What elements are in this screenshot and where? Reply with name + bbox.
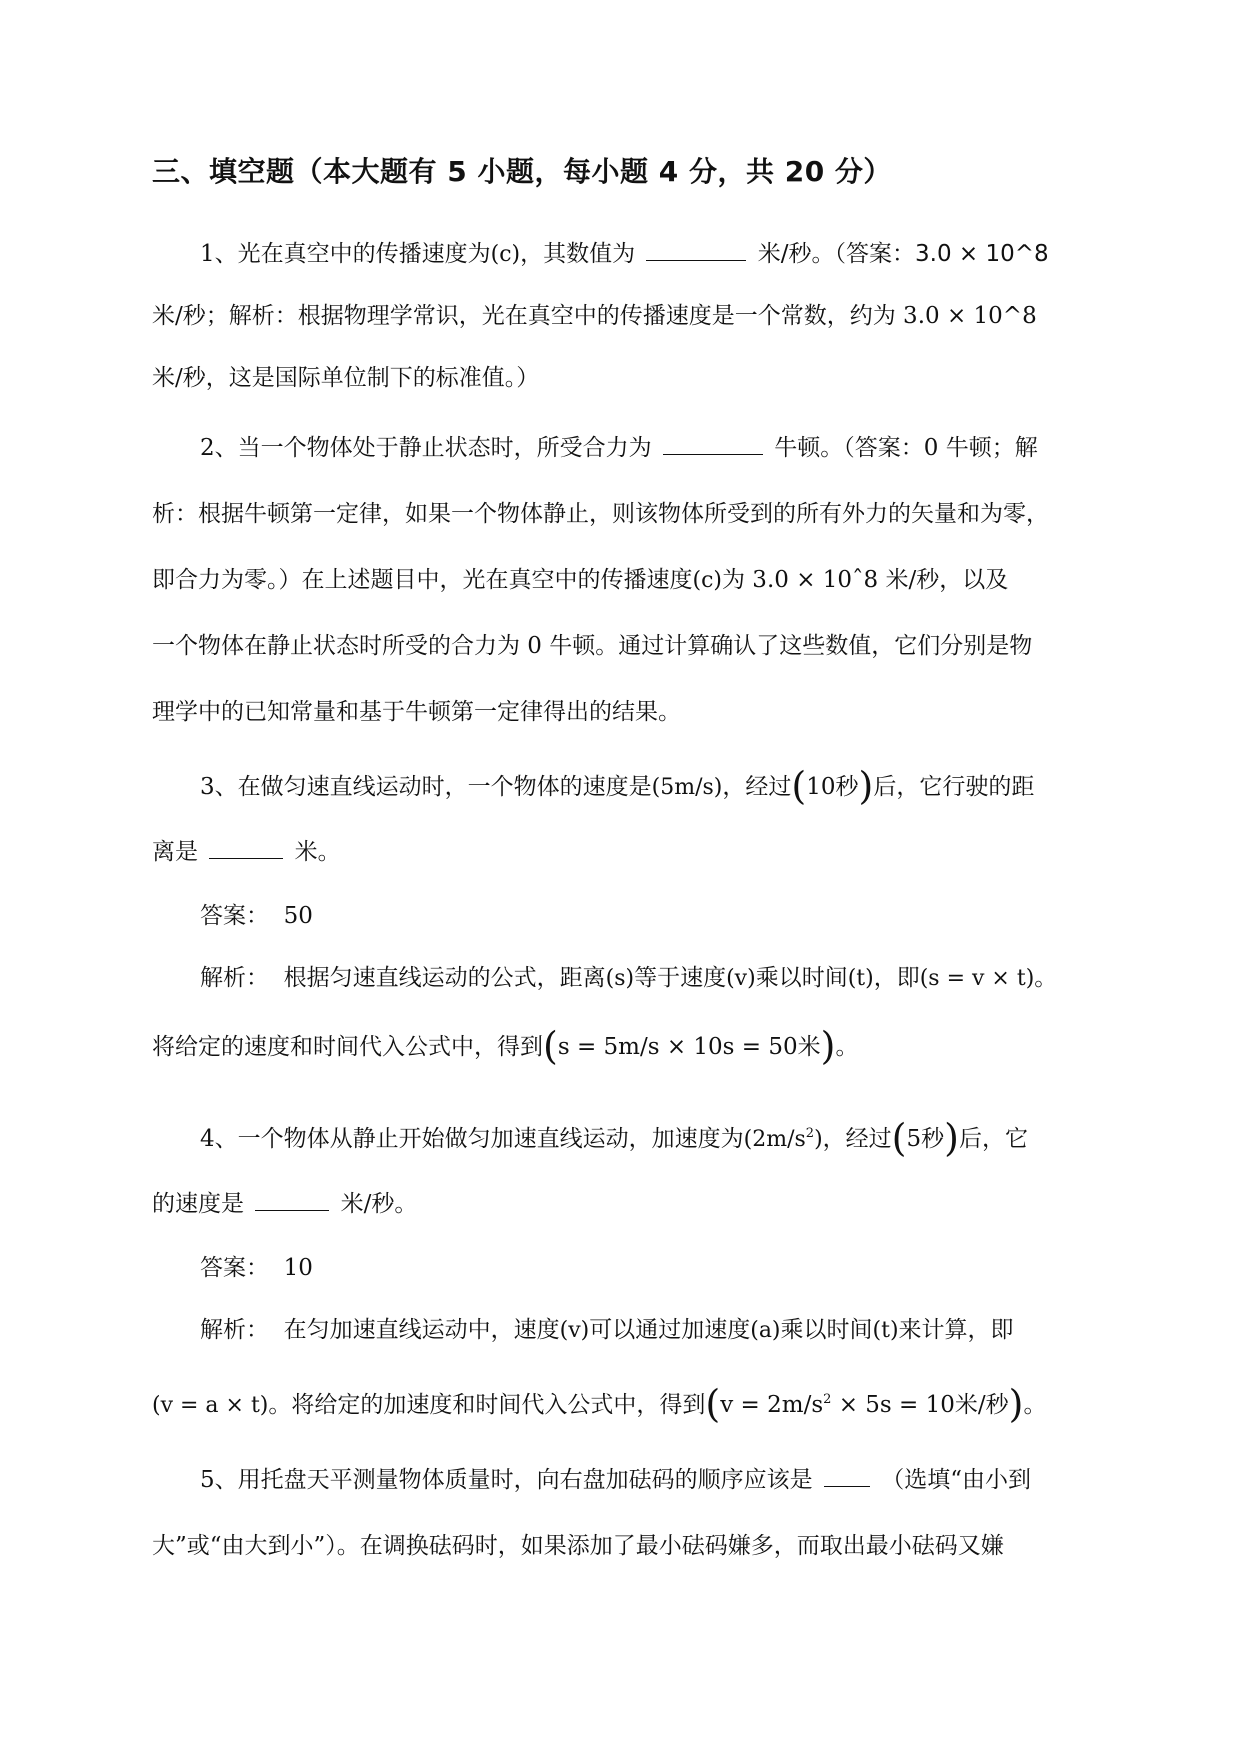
q5-line-1 bbox=[200, 1464, 1031, 1496]
q3-text-b: ，经过 bbox=[722, 774, 792, 800]
q2-line-1 bbox=[200, 432, 1038, 464]
q2-line-5: 理学中的已知常量和基于牛顿第一定律得出的结果。 bbox=[152, 699, 681, 725]
q3-analysis-text-c: 乘以时间 bbox=[755, 965, 848, 991]
q4-answer-label: 答案： bbox=[200, 1255, 269, 1281]
q3-time: 10秒 bbox=[806, 774, 859, 800]
q2-text-b: 牛顿。（答案：0 牛顿；解 bbox=[774, 435, 1038, 461]
q4-result-a: v = 2m/s bbox=[720, 1392, 824, 1418]
q4-line2-unit: 米/秒。 bbox=[340, 1191, 418, 1217]
q3-analysis-text-e: 。 bbox=[1034, 965, 1058, 991]
q4-formula: (v = a × t) bbox=[152, 1393, 269, 1418]
q3-v-symbol: (v) bbox=[726, 966, 756, 991]
q3-text-c: 后，它行驶的距 bbox=[873, 774, 1035, 800]
q5-line-2: 大”或“由大到小”）。在调换砝码时，如果添加了最小砝码嫌多，而取出最小砝码又嫌 bbox=[152, 1533, 1004, 1559]
q2-line-3 bbox=[152, 564, 1008, 597]
q3-close-paren: ) bbox=[858, 764, 874, 808]
q3-formula: (s = v × t) bbox=[919, 966, 1035, 991]
q3-answer-label: 答案： bbox=[200, 903, 269, 929]
q5-text: 5、用托盘天平测量物体质量时，向右盘加砝码的顺序应该是 bbox=[200, 1467, 813, 1493]
q3-analysis-text-b: 等于速度 bbox=[634, 965, 727, 991]
q3-open-paren: ( bbox=[791, 764, 807, 808]
q4-analysis2-text: 。将给定的加速度和时间代入公式中，得到 bbox=[268, 1392, 706, 1418]
q1-text-c: 米/秒。（答案：3.0 × 10^8 bbox=[757, 241, 1049, 267]
q4-open-paren: ( bbox=[891, 1116, 907, 1160]
q4-analysis-line-1 bbox=[200, 1314, 1014, 1347]
q3-answer-line bbox=[200, 900, 313, 932]
q4-text-b: ，经过 bbox=[822, 1126, 892, 1152]
q4-a-symbol: (a) bbox=[750, 1318, 781, 1343]
q1-text-b: ，其数值为 bbox=[520, 241, 636, 267]
q3-result-open-paren: ( bbox=[543, 1024, 558, 1068]
q4-accel-b: ) bbox=[814, 1127, 823, 1152]
q4-analysis-text: 在匀加速直线运动中，速度 bbox=[283, 1317, 560, 1343]
q3-answer-value: 50 bbox=[283, 903, 313, 929]
q3-analysis-label: 解析： bbox=[200, 965, 269, 991]
q3-line-1 bbox=[200, 764, 1035, 808]
q1-symbol: (c) bbox=[490, 242, 521, 267]
q4-analysis-text-c: 乘以时间 bbox=[780, 1317, 873, 1343]
q3-analysis-line-1 bbox=[200, 962, 1057, 995]
q4-analysis-label: 解析： bbox=[200, 1317, 269, 1343]
q2-line-4: 一个物体在静止状态时所受的合力为 0 牛顿。通过计算确认了这些数值，它们分别是物 bbox=[152, 633, 1033, 659]
q1-text: 1、光在真空中的传播速度为 bbox=[200, 241, 491, 267]
q3-s-symbol: (s) bbox=[605, 966, 635, 991]
q2-line3-text-b: 为 3.0 × 10ˆ8 米/秒，以及 bbox=[722, 567, 1009, 593]
q1-line-3: 米/秒，这是国际单位制下的标准值。） bbox=[152, 365, 540, 391]
q3-speed: (5m/s) bbox=[651, 775, 723, 800]
q4-result-sup: 2 bbox=[823, 1392, 832, 1407]
q4-t-symbol: (t) bbox=[872, 1318, 899, 1343]
q2-symbol: (c) bbox=[692, 568, 722, 593]
q4-time: 5秒 bbox=[906, 1126, 945, 1152]
q4-answer-line bbox=[200, 1252, 313, 1284]
q2-answer-blank[interactable] bbox=[663, 434, 763, 455]
q5-answer-blank[interactable] bbox=[824, 1466, 870, 1487]
q3-analysis2-text: 将给定的速度和时间代入公式中，得到 bbox=[152, 1034, 543, 1060]
q4-analysis2-end: 。 bbox=[1023, 1392, 1047, 1418]
q4-answer-blank[interactable] bbox=[255, 1190, 329, 1211]
q3-analysis-text: 根据匀速直线运动的公式，距离 bbox=[283, 965, 606, 991]
q4-accel-a: (2m/s bbox=[743, 1127, 806, 1152]
q3-line2-unit: 米。 bbox=[294, 839, 341, 865]
q3-analysis-line-2 bbox=[152, 1024, 859, 1068]
q4-close-paren: ) bbox=[944, 1116, 959, 1160]
q2-line3-text: 即合力为零。）在上述题目中，光在真空中的传播速度 bbox=[152, 567, 693, 593]
q4-answer-value: 10 bbox=[283, 1255, 313, 1281]
q4-line2-text: 的速度是 bbox=[152, 1191, 244, 1217]
q3-answer-blank[interactable] bbox=[209, 838, 283, 859]
q3-line-2 bbox=[152, 836, 341, 868]
q4-result-b: × 5s = 10米/秒 bbox=[831, 1392, 1009, 1418]
q4-text-c: 后，它 bbox=[958, 1126, 1028, 1152]
q3-t-symbol: (t) bbox=[847, 966, 874, 991]
q1-line-2: 米/秒；解析：根据物理学常识，光在真空中的传播速度是一个常数，约为 3.0 × 10^8 bbox=[152, 303, 1037, 329]
q4-text: 4、一个物体从静止开始做匀加速直线运动，加速度为 bbox=[200, 1126, 744, 1152]
q4-analysis-text-d: 来计算，即 bbox=[898, 1317, 1014, 1343]
q3-result: s = 5m/s × 10s = 50米 bbox=[557, 1034, 821, 1060]
section-heading: 三、填空题（本大题有 5 小题，每小题 4 分，共 20 分） bbox=[152, 155, 892, 188]
q4-line-2 bbox=[152, 1188, 417, 1220]
q3-analysis2-end: 。 bbox=[835, 1034, 859, 1060]
q3-analysis-text-d: ，即 bbox=[873, 965, 920, 991]
q4-accel bbox=[744, 1127, 823, 1152]
q4-v-symbol: (v) bbox=[559, 1318, 590, 1343]
q4-analysis-text-b: 可以通过加速度 bbox=[589, 1317, 751, 1343]
q4-result-close-paren: ) bbox=[1008, 1382, 1024, 1426]
q3-line2-text: 离是 bbox=[152, 839, 198, 865]
q4-analysis-line-2 bbox=[152, 1382, 1047, 1426]
q4-accel-sup: 2 bbox=[805, 1126, 815, 1141]
q1-line-1 bbox=[200, 238, 1049, 271]
q5-text-b: （选填“由小到 bbox=[881, 1467, 1032, 1493]
q2-text: 2、当一个物体处于静止状态时，所受合力为 bbox=[200, 435, 652, 461]
q4-line-1 bbox=[200, 1116, 1028, 1160]
q2-line-2: 析：根据牛顿第一定律，如果一个物体静止，则该物体所受到的所有外力的矢量和为零， bbox=[152, 501, 1049, 527]
q4-result-open-paren: ( bbox=[705, 1382, 721, 1426]
q3-text: 3、在做匀速直线运动时，一个物体的速度是 bbox=[200, 774, 652, 800]
q3-result-close-paren: ) bbox=[820, 1024, 836, 1068]
q1-answer-blank[interactable] bbox=[646, 240, 746, 261]
